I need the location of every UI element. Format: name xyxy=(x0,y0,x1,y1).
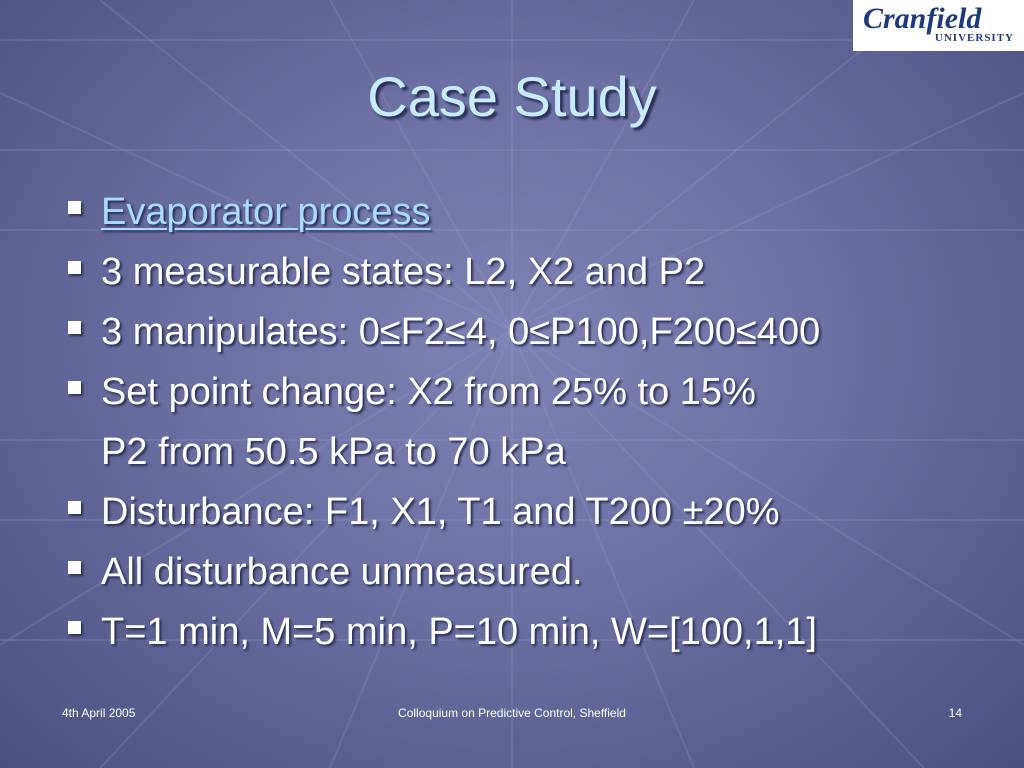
square-bullet-icon xyxy=(68,621,81,634)
bullet-text: 3 measurable states: L2, X2 and P2 xyxy=(101,251,706,293)
slide-title: Case Study xyxy=(367,65,657,128)
bullet-text: Disturbance: F1, X1, T1 and T200 ±20% xyxy=(101,491,780,533)
bullet-text: All disturbance unmeasured. xyxy=(101,551,583,593)
bullet-text: T=1 min, M=5 min, P=10 min, W=[100,1,1] xyxy=(101,611,817,653)
cranfield-logo xyxy=(853,0,1024,51)
footer-page-number: 14 xyxy=(948,706,962,720)
square-bullet-icon xyxy=(68,501,81,514)
square-bullet-icon xyxy=(68,381,81,394)
bullet-item xyxy=(62,302,1002,362)
square-bullet-icon xyxy=(68,561,81,574)
footer-date: 4th April 2005 xyxy=(62,706,136,720)
bullet-item xyxy=(62,182,1002,242)
logo-wordmark: Cranfield xyxy=(863,2,982,35)
bullet-text: Set point change: X2 from 25% to 15% xyxy=(101,371,756,413)
square-bullet-icon xyxy=(68,321,81,334)
bullet-item xyxy=(62,602,1002,662)
bullet-continuation xyxy=(62,422,1002,482)
bullet-text: 3 manipulates: 0≤F2≤4, 0≤P100,F200≤400 xyxy=(101,311,821,353)
footer-event: Colloquium on Predictive Control, Sheffield xyxy=(398,706,626,720)
bullet-item xyxy=(62,542,1002,602)
bullet-list xyxy=(62,182,1002,662)
bullet-item xyxy=(62,482,1002,542)
evaporator-process-link[interactable]: Evaporator process xyxy=(101,191,431,233)
logo-subtitle: UNIVERSITY xyxy=(934,32,1014,44)
square-bullet-icon xyxy=(68,201,81,214)
bullet-item xyxy=(62,242,1002,302)
bullet-item xyxy=(62,362,1002,422)
square-bullet-icon xyxy=(68,261,81,274)
bullet-text: P2 from 50.5 kPa to 70 kPa xyxy=(101,431,566,473)
